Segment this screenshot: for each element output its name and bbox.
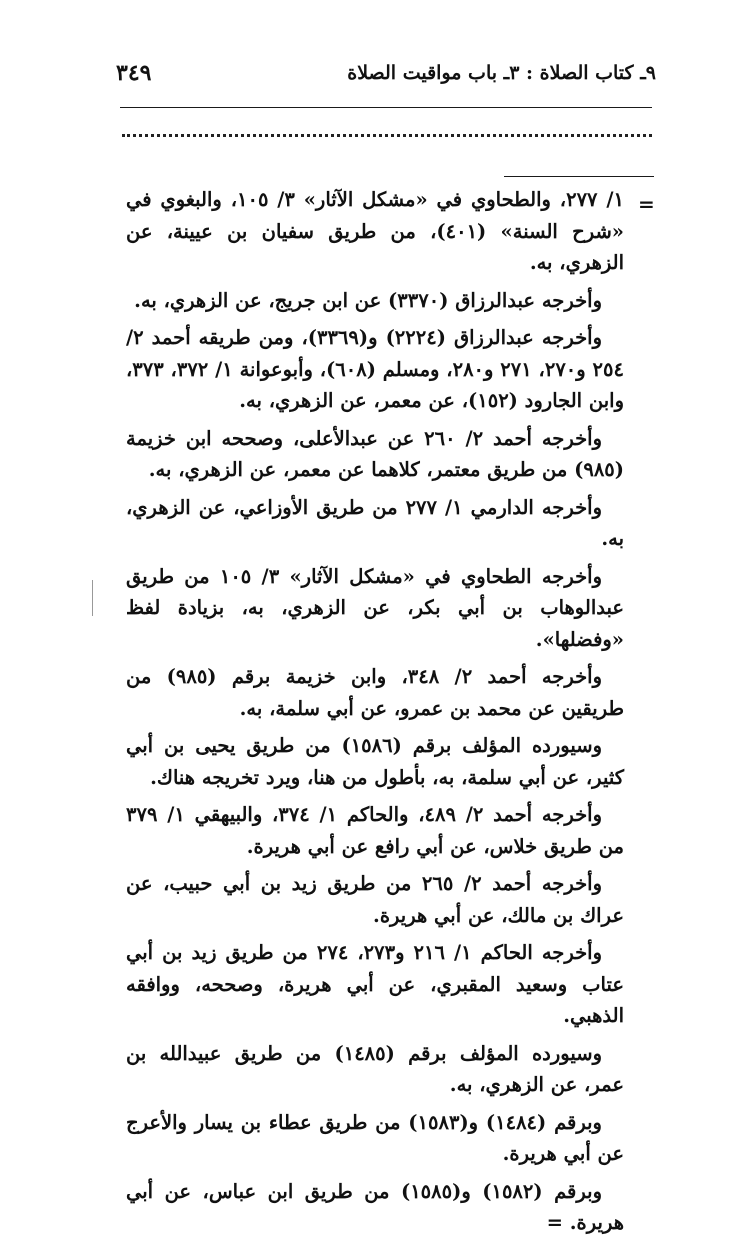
- margin-mark: [92, 580, 93, 616]
- footnote-body: [126, 184, 624, 1245]
- footnote-paragraph: وأخرجه أحمد ٢/ ٤٨٩، والحاكم ١/ ٣٧٤، والبيهقي ١/ ٣٧٩ من طريق خلاس، عن أبي رافع عن أبي هريرة.: [126, 803, 624, 858]
- header-rule: [120, 107, 652, 108]
- footnote-paragraph: وأخرجه أحمد ٢/ ٣٤٨، وابن خزيمة برقم (٩٨٥) من طريقين عن محمد بن عمرو، عن أبي سلمة، به.: [126, 665, 624, 720]
- footnote-paragraph: وأخرجه الدارمي ١/ ٢٧٧ من طريق الأوزاعي، عن الزهري، به.: [126, 495, 624, 550]
- page-header: [116, 56, 656, 92]
- footnote-paragraph: ١/ ٢٧٧، والطحاوي في «مشكل الآثار» ٣/ ١٠٥، والبغوي في «شرح السنة» (٤٠١)، من طريق سفيان بن عيينة، عن الزهري، به.: [126, 188, 624, 274]
- footnote-last-paragraph: [126, 1176, 624, 1239]
- footnote-paragraph: وسيورده المؤلف برقم (١٤٨٥) من طريق عبيدالله بن عمر، عن الزهري، به.: [126, 1041, 624, 1096]
- footnote-paragraph: وبرقم (١٤٨٤) و(١٥٨٣) من طريق عطاء بن يسار والأعرج عن أبي هريرة.: [126, 1110, 624, 1165]
- footnote-paragraph: وأخرجه عبدالرزاق (٣٣٧٠) عن ابن جريج، عن الزهري، به.: [134, 288, 602, 312]
- footnote-paragraph: وأخرجه الطحاوي في «مشكل الآثار» ٣/ ١٠٥ من طريق عبدالوهاب بن أبي بكر، عن الزهري، به، بزيادة لفظ «وفضلها».: [126, 564, 624, 651]
- footnote-paragraph: وأخرجه عبدالرزاق (٢٢٢٤) و(٣٣٦٩)، ومن طريقه أحمد ٢/ ٢٥٤ و٢٧٠، ٢٧١ و٢٨٠، ومسلم (٦٠٨)، وأبوعوانة ١/ ٣٧٢، ٣٧٣، وابن الجارود (١٥٢)، عن معمر، عن الزهري، به.: [126, 326, 624, 412]
- dotted-separator: [122, 120, 652, 137]
- running-title: ٩ـ كتاب الصلاة : ٣ـ باب مواقيت الصلاة: [347, 62, 656, 84]
- footnote-paragraph: وأخرجه أحمد ٢/ ٢٦٥ من طريق زيد بن أبي حبيب، عن عراك بن مالك، عن أبي هريرة.: [126, 872, 624, 927]
- footnote-paragraph-text: وبرقم (١٥٨٢) و(١٥٨٥) من طريق ابن عباس، عن أبي هريرة.: [126, 1179, 624, 1234]
- trailing-continuation-mark: =: [546, 1211, 563, 1234]
- page-number: ٣٤٩: [116, 60, 152, 86]
- footnote-paragraph: وأخرجه أحمد ٢/ ٢٦٠ عن عبدالأعلى، وصححه ابن خزيمة (٩٨٥) من طريق معتمر، كلاهما عن معمر، عن الزهري، به.: [126, 426, 624, 481]
- footnote-paragraph: وسيورده المؤلف برقم (١٥٨٦) من طريق يحيى بن أبي كثير، عن أبي سلمة، به، بأطول من هنا، ويرد تخريجه هناك.: [126, 734, 624, 789]
- footnote-paragraph: وأخرجه الحاكم ١/ ٢١٦ و٢٧٣، ٢٧٤ من طريق زيد بن أبي عتاب وسعيد المقبري، عن أبي هريرة، وصححه، ووافقه الذهبي.: [126, 941, 624, 1027]
- continuation-mark: =: [638, 192, 655, 216]
- footnote-rule: [504, 176, 654, 177]
